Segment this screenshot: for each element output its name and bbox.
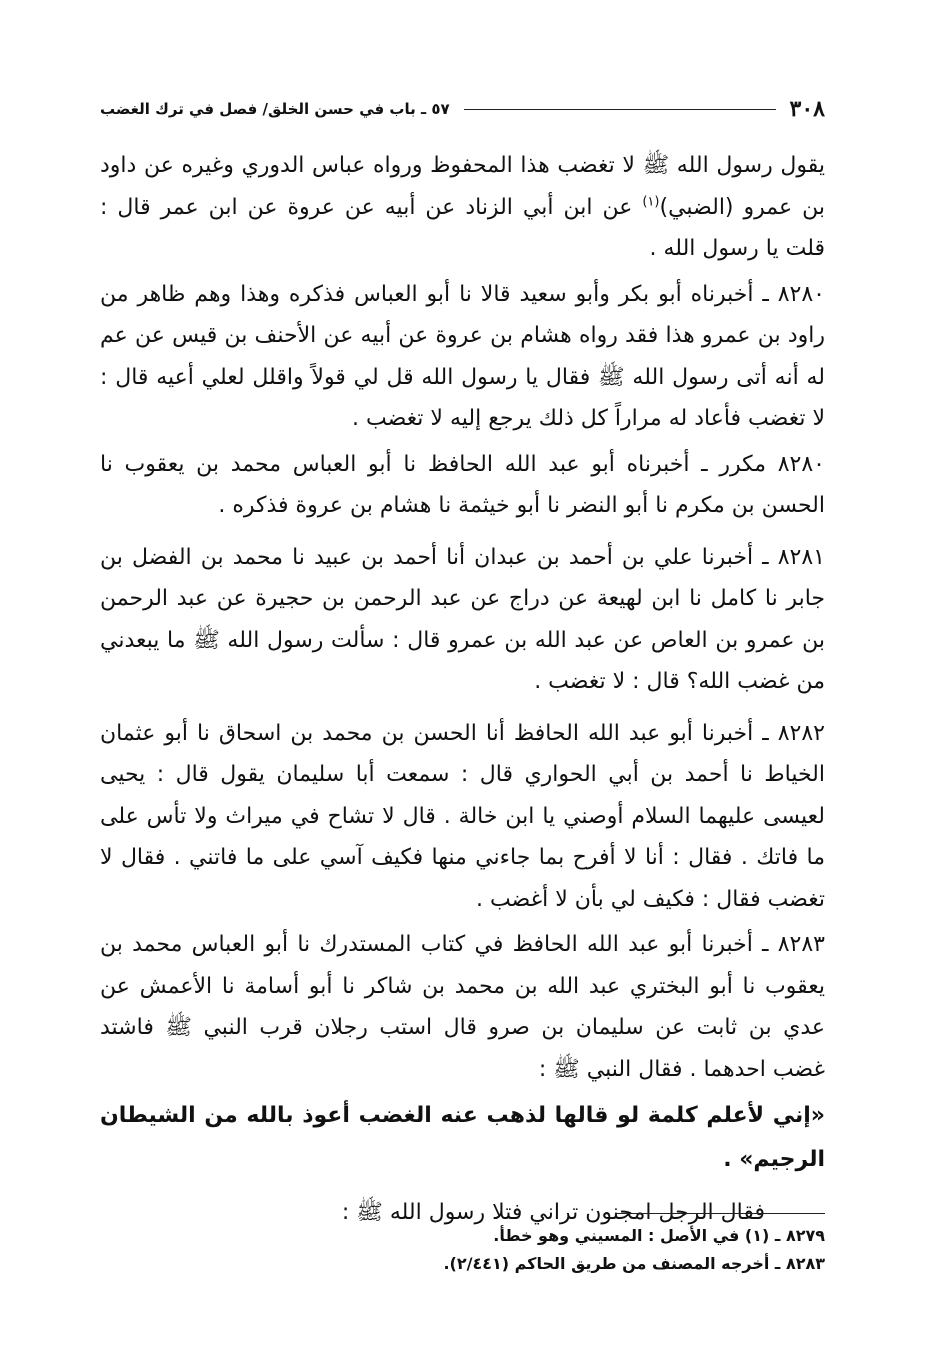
running-title: ٥٧ ـ باب في حسن الخلق/ فصل في ترك الغضب	[100, 100, 450, 118]
closing-line: فقال الرجل امجنون تراني فتلا رسول الله ﷺ :	[341, 1200, 765, 1225]
footnotes	[117, 1222, 825, 1278]
page-number: ٣٠٨	[789, 96, 825, 122]
hadith-8281: ٨٢٨١ ـ أخبرنا علي بن أحمد بن عبدان أنا أحمد بن عبيد نا محمد بن الفضل بن جابر نا كامل نا ابن لهيعة عن دراج عن عبد الرحمن بن حجيرة عن عبد الرحمن بن عمرو بن العاص عن عبد الله بن عمرو قال : سألت رسول الله ﷺ ما يبعدني من غضب الله؟ قال : لا تغضب .	[100, 544, 825, 694]
paragraph-text: عن ابن أبي الزناد عن أبيه عن عروة عن ابن عمر قال : قلت يا رسول الله .	[100, 194, 825, 261]
footnote-separator	[615, 1213, 825, 1214]
header-rule	[464, 109, 776, 110]
main-text	[100, 145, 825, 1234]
footnote: ٨٢٧٩ ـ (١) في الأصل : المسيني وهو خطأ.	[493, 1226, 825, 1245]
paragraph-text: يقول رسول الله ﷺ لا تغضب هذا المحفوظ ورواه عباس الدوري وغيره عن داود بن عمرو (الضبي)	[100, 153, 826, 220]
prophetic-quote: «إني لأعلم كلمة لو قالها لذهب عنه الغضب أعوذ بالله من الشيطان الرجيم» .	[100, 1103, 825, 1172]
page-header	[100, 92, 825, 126]
hadith-8283: ٨٢٨٣ ـ أخبرنا أبو عبد الله الحافظ في كتاب المستدرك نا أبو العباس محمد بن يعقوب نا أبو البختري عبد الله بن محمد بن شاكر نا أبو أسامة نا الأعمش عن عدي بن ثابت عن سليمان بن صرو قال استب رجلان قرب النبي ﷺ فاشتد غضب احدهما . فقال النبي ﷺ :	[100, 932, 825, 1082]
footnote: ٨٢٨٣ ـ أخرجه المصنف من طريق الحاكم (٢/٤٤١).	[443, 1254, 825, 1273]
hadith-8282: ٨٢٨٢ ـ أخبرنا أبو عبد الله الحافظ أنا الحسن بن محمد بن اسحاق نا أبو عثمان الخياط نا أحمد بن أبي الحواري قال : سمعت أبا سليمان يقول قال : يحيى لعيسى عليهما السلام أوصني يا ابن خالة . قال لا تشاح في ميراث ولا تأس على ما فاتك . فقال : أنا لا أفرح بما جاءني منها فكيف آسي على ما فاتني . فقال لا تغضب فقال : فكيف لي بأن لا أغضب .	[100, 720, 825, 912]
footnote-marker: (١)	[642, 194, 660, 210]
hadith-8280-repeat: ٨٢٨٠ مكرر ـ أخبرناه أبو عبد الله الحافظ نا أبو العباس محمد بن يعقوب نا الحسن بن مكرم نا أبو النضر نا أبو خيثمة نا هشام بن عروة فذكره .	[100, 451, 825, 518]
hadith-8280: ٨٢٨٠ ـ أخبرناه أبو بكر وأبو سعيد قالا نا أبو العباس فذكره وهذا وهم ظاهر من راود بن عمرو هذا فقد رواه هشام بن عروة عن أبيه عن الأحنف بن قيس عن عم له أنه أتى رسول الله ﷺ فقال يا رسول الله قل لي قولاً واقلل لعلي أعيه قال : لا تغضب فأعاد له مراراً كل ذلك يرجع إليه لا تغضب .	[100, 281, 825, 431]
paragraph	[100, 145, 825, 270]
